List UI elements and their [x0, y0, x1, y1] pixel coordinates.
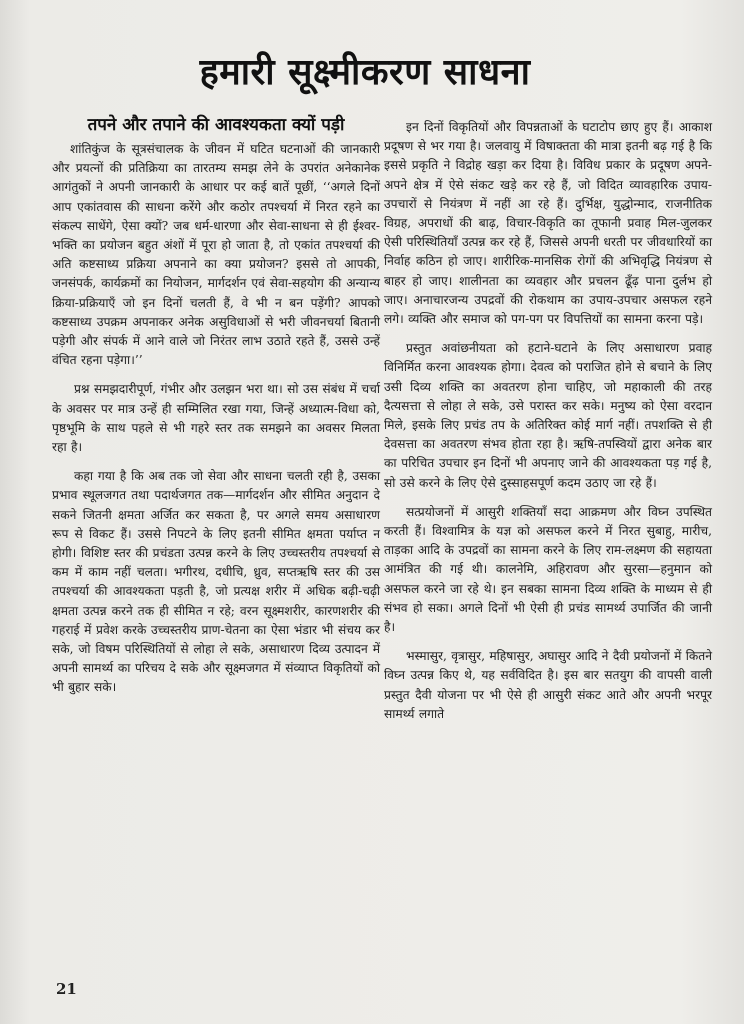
paragraph: कहा गया है कि अब तक जो सेवा और साधना चलती रही है, उसका प्रभाव स्थूलजगत तथा पदार्थजगत तक—मार्गदर्शन और सीमित अनुदान दे सकने जितनी क्षमता अर्जित कर सकता है, पर अगले समय असाधारण रूप से विकट हैं। उससे निपटने के लिए इतनी सीमित क्षमता पर्याप्त न होगी। विशिष्ट स्तर की प्रचंडता उत्पन्न करने के लिए उच्चस्तरीय तपश्चर्या से कम में काम नहीं चलता। भगीरथ, दधीचि, ध्रुव, सप्तऋषि स्तर की उस तपश्चर्या की आवश्यकता पड़ती है, जो प्रत्यक्ष शरीर में अधिक बढ़ी-चढ़ी क्षमता उत्पन्न करने तक ही सीमित न रहे; वरन सूक्ष्मशरीर, कारणशरीर की गहराई में प्रवेश करके उच्चस्तरीय प्राण-चेतना का ऐसा भंडार भी संचय कर सके, जो विषम परिस्थितियों से लोहा ले सके, असाधारण दिव्य उत्पादन में अपनी सामर्थ्य का परिचय दे सके और सूक्ष्मजगत में संव्याप्त विकृतियों को भी बुहार सके। [52, 469, 380, 695]
left-column [52, 112, 380, 708]
paragraph: शांतिकुंज के सूत्रसंचालक के जीवन में घटित घटनाओं की जानकारी और प्रयत्नों की प्रतिक्रिया का तारतम्य समझ लेने के उपरांत अनेकानेक आगंतुकों ने अपनी जानकारी के आधार पर कई बातें पूछीं, ‘‘अगले दिनों आप एकांतवास की साधना करेंगे और कठोर तपश्चर्या में निरत रहने का संकल्प साधेंगे, ऐसा क्यों? जब धर्म-धारणा और सेवा-साधना से ही ईश्वर-भक्ति का प्रयोजन बहुत अंशों में पूरा हो जाता है, तो एकांत तपश्चर्या की अति कष्टसाध्य प्रक्रिया अपनाने का क्या प्रयोजन? इससे तो आपकी, जनसंपर्क, कार्यक्रमों का नियोजन, मार्गदर्शन एवं सेवा-सहयोग की अन्यान्य क्रिया-प्रक्रियाएँ जो इन दिनों चलती हैं, वे भी न बन पड़ेंगी? आपको कष्टसाध्य उपक्रम अपनाकर अनेक असुविधाओं से भरी जीवनचर्या बितानी पड़ेगी और संपर्क में आने वाले जो निरंतर लाभ उठाते रहते हैं, उससे उन्हें वंचित रहना पड़ेगा।’’ [52, 142, 380, 368]
paragraph: भस्मासुर, वृत्रासुर, महिषासुर, अघासुर आदि ने दैवी प्रयोजनों में कितने विघ्न उत्पन्न किए थे, यह सर्वविदित है। इस बार सतयुग की वापसी वाली प्रस्तुत दैवी योजना पर भी ऐसे ही आसुरी संकट आते और अपनी भरपूर सामर्थ्य लगाते [384, 649, 712, 721]
page-number: 21 [56, 980, 77, 998]
paragraph: इन दिनों विकृतियों और विपन्नताओं के घटाटोप छाए हुए हैं। आकाश प्रदूषण से भर गया है। जलवायु में विषाक्तता की मात्रा इतनी बढ़ गई है कि इससे प्रकृति ने विद्रोह खड़ा कर दिया है। विविध प्रकार के प्रदूषण अपने-अपने क्षेत्र में ऐसे संकट खड़े कर रहे हैं, जो विदित व्यावहारिक उपाय-उपचारों से नियंत्रण में नहीं आ रहे हैं। दुर्भिक्ष, युद्धोन्माद, राजनीतिक विग्रह, अपराधों की बाढ़, विचार-विकृति का तूफानी प्रवाह मिल-जुलकर ऐसी परिस्थितियाँ उत्पन्न कर रहे हैं, जिससे अपनी धरती पर जीवधारियों का निर्वाह कठिन हो जाए। शारीरिक-मानसिक रोगों की अभिवृद्धि नियंत्रण से बाहर हो जाए। शालीनता का व्यवहार और प्रचलन ढूँढ़ पाना दुर्लभ हो जाए। अनाचारजन्य उपद्रवों की रोकथाम का उपाय-उपचार असफल रहने लगे। व्यक्ति और समाज को पग-पग पर विपत्तियों का सामना करना पड़े। [384, 120, 712, 327]
paragraph: प्रस्तुत अवांछनीयता को हटाने-घटाने के लिए असाधारण प्रवाह विनिर्मित करना आवश्यक होगा। देवत्व को पराजित होने से बचाने के लिए उसी दिव्य शक्ति का अवतरण होना चाहिए, जो महाकाली की तरह दैत्यसत्ता से लोहा ले सके, उसे परास्त कर सके। मनुष्य को ऐसा वरदान मिले, इसके लिए प्रचंड तप के अतिरिक्त कोई मार्ग नहीं। तपशक्ति से ही देवसत्ता का अवतरण संभव होता रहा है। ऋषि-तपस्वियों द्वारा अनेक बार का परिचित उपचार इन दिनों भी अपनाए जाने की आवश्यकता पड़ गई है, सो उसे करने के लिए ऐसे दुस्साहसपूर्ण कदम उठाए जा रहे हैं। [384, 341, 712, 490]
page-title: हमारी सूक्ष्मीकरण साधना [199, 51, 531, 93]
section-subtitle: तपने और तपाने की आवश्यकता क्यों पड़ी [87, 115, 345, 135]
paragraph: सत्प्रयोजनों में आसुरी शक्तियाँ सदा आक्रमण और विघ्न उपस्थित करती हैं। विश्वामित्र के यज्ञ को असफल करने में निरत सुबाहु, मारीच, ताड़का आदि के उपद्रवों का सामना करने के लिए राम-लक्ष्मण की सहायता आमंत्रित की गई थी। कालनेमि, अहिरावण और सुरसा—हनुमान को असफल करने जा रहे थे। इन सबका सामना दिव्य शक्ति के माध्यम से ही संभव हो सका। अगले दिनों भी ऐसी ही प्रचंड सामर्थ्य उपार्जित की जानी है। [384, 504, 712, 635]
paragraph: प्रश्न समझदारीपूर्ण, गंभीर और उलझन भरा था। सो उस संबंध में चर्चा के अवसर पर मात्र उन्हें ही सम्मिलित रखा गया, जिन्हें अध्यात्म-विधा को, पृष्ठभूमि के साथ पहले से भी गहरे स्तर तक समझने का अवसर मिलता रहा है। [52, 382, 380, 455]
right-column [384, 118, 712, 734]
